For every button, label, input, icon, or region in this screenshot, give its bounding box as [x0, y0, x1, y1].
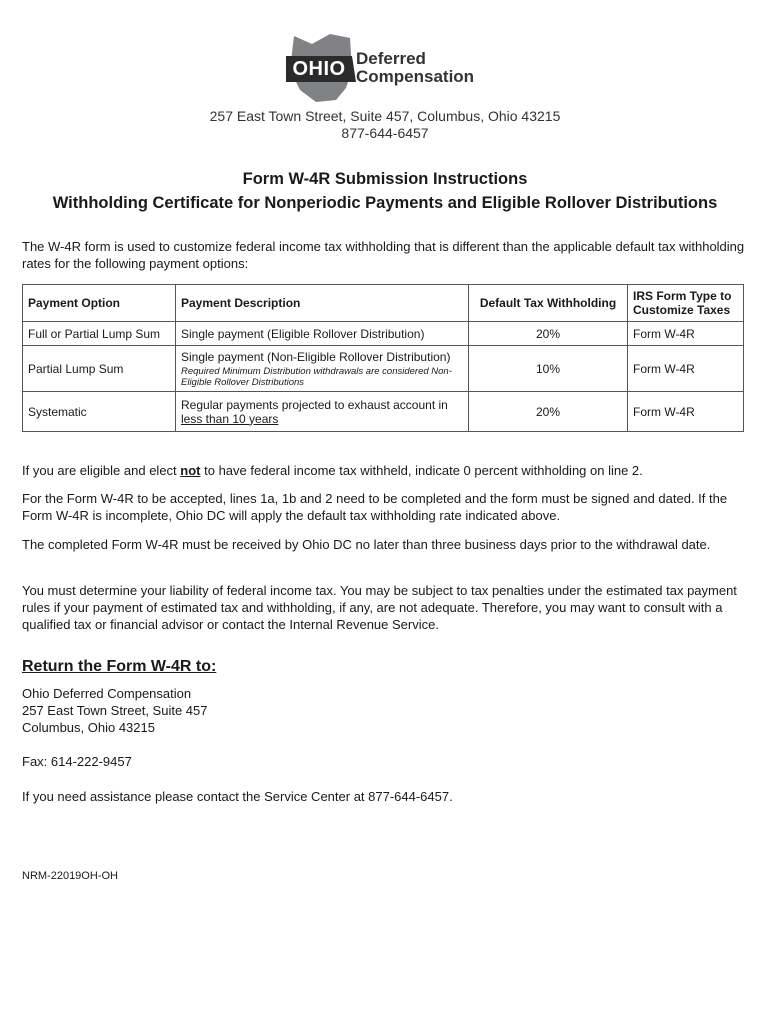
p1-text-post: to have federal income tax withheld, indicate 0 percent withholding on line 2.	[200, 463, 643, 478]
description-note: Required Minimum Distribution withdrawals are considered Non-Eligible Rollover Distributions	[181, 365, 452, 388]
p1-emphasis: not	[180, 463, 201, 478]
paragraph-liability: You must determine your liability of federal income tax. You may be subject to tax penalties under the estimated tax payment rules if your payment of estimated tax and withholding, if any, are not adequate. Therefore, you may want to consult with a qualified tax or financial advisor or contact the Internal Revenue Service.	[22, 583, 737, 632]
page-subtitle: Withholding Certificate for Nonperiodic Payments and Eligible Rollover Distributions	[52, 194, 718, 212]
cell-rate: 20%	[469, 322, 628, 346]
cell-rate: 10%	[469, 346, 628, 392]
return-name: Ohio Deferred Compensation	[22, 686, 192, 701]
return-heading: Return the Form W-4R to:	[22, 658, 217, 675]
return-city: Columbus, Ohio 43215	[22, 720, 155, 735]
description-text: Regular payments projected to exhaust account in	[181, 397, 448, 412]
header-address: 257 East Town Street, Suite 457, Columbus, Ohio 43215	[209, 108, 561, 124]
page-title: Form W-4R Submission Instructions	[242, 170, 528, 188]
form-code: NRM-22019OH-OH	[22, 870, 118, 882]
ohio-dc-logo	[286, 30, 496, 110]
cell-rate: 20%	[469, 392, 628, 432]
table-row	[23, 392, 744, 432]
paragraph-acceptance: For the Form W-4R to be accepted, lines 1a, 1b and 2 need to be completed and the form must be signed and dated. If the Form W-4R is incomplete, Ohio DC will apply the default tax withholding rate indicated above.	[22, 491, 728, 523]
assistance-line: If you need assistance please contact the Service Center at 877-644-6457.	[22, 789, 453, 804]
cell-description	[176, 346, 469, 392]
description-underlined: less than 10 years	[181, 411, 279, 426]
logo-ohio-word: OHIO	[292, 58, 346, 80]
return-street: 257 East Town Street, Suite 457	[22, 703, 208, 718]
cell-description	[176, 392, 469, 432]
payment-options-table	[22, 284, 744, 432]
brand-line-1: Deferred	[356, 49, 426, 68]
cell-form: Form W-4R	[628, 322, 744, 346]
table-header-row	[23, 285, 744, 322]
logo-brand-name	[356, 50, 474, 86]
paragraph-deadline: The completed Form W-4R must be received by Ohio DC no later than three business days prior to the withdrawal date.	[22, 537, 711, 552]
header-default-withholding: Default Tax Withholding	[469, 285, 628, 322]
cell-description: Single payment (Eligible Rollover Distribution)	[176, 322, 469, 346]
p1-text-pre: If you are eligible and elect	[22, 463, 181, 478]
table-row	[23, 346, 744, 392]
table-row	[23, 322, 744, 346]
header-phone: 877-644-6457	[341, 125, 429, 141]
description-text: Single payment (Non-Eligible Rollover Distribution)	[181, 349, 451, 364]
cell-form: Form W-4R	[628, 346, 744, 392]
header-payment-description: Payment Description	[176, 285, 469, 322]
cell-form: Form W-4R	[628, 392, 744, 432]
intro-paragraph: The W-4R form is used to customize federal income tax withholding that is different than the applicable default tax withholding rates for the following payment options:	[22, 239, 745, 271]
return-fax: Fax: 614-222-9457	[22, 754, 132, 769]
brand-line-2: Compensation	[356, 67, 475, 86]
cell-option: Systematic	[23, 392, 176, 432]
header-irs-form-type: IRS Form Type to Customize Taxes	[628, 285, 744, 322]
paragraph-no-withholding	[22, 462, 747, 479]
cell-option: Full or Partial Lump Sum	[23, 322, 176, 346]
header-payment-option: Payment Option	[23, 285, 176, 322]
cell-option: Partial Lump Sum	[23, 346, 176, 392]
